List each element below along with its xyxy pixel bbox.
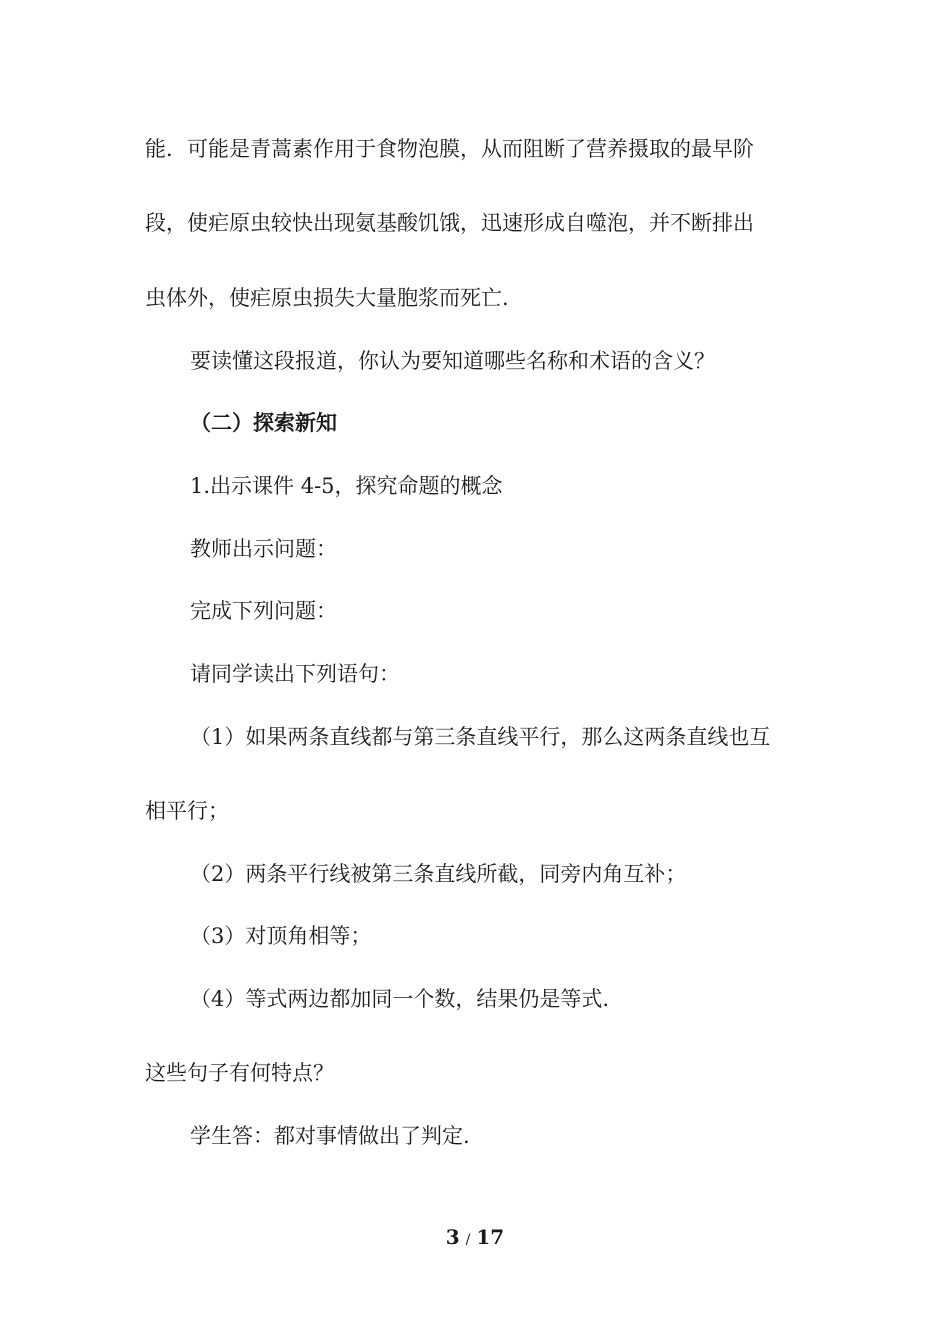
- paragraph-line: 1.出示课件 4-5，探究命题的概念: [190, 474, 503, 498]
- list-item: （4）等式两边都加同一个数，结果仍是等式.: [190, 987, 610, 1011]
- list-item-continuation: 相平行；: [145, 799, 229, 823]
- paragraph-line: 教师出示问题：: [190, 537, 337, 561]
- paragraph-line: 段，使疟原虫较快出现氨基酸饥饿，迅速形成自噬泡，并不断排出: [145, 211, 754, 235]
- paragraph-line: 请同学读出下列语句：: [190, 662, 400, 686]
- paragraph-line: 完成下列问题：: [190, 599, 337, 623]
- page-number: [0, 1223, 950, 1254]
- paragraph-line: 虫体外，使疟原虫损失大量胞浆而死亡.: [145, 286, 509, 310]
- current-page: 3: [445, 1225, 460, 1249]
- paragraph-line: 这些句子有何特点？: [145, 1061, 334, 1085]
- list-item: （1）如果两条直线都与第三条直线平行，那么这两条直线也互: [190, 725, 771, 749]
- paragraph-line: 学生答：都对事情做出了判定.: [190, 1124, 470, 1148]
- page-separator: /: [465, 1232, 471, 1248]
- paragraph-line: 能．可能是青蒿素作用于食物泡膜，从而阻断了营养摄取的最早阶: [145, 137, 754, 161]
- paragraph-line: 要读懂这段报道，你认为要知道哪些名称和术语的含义？: [190, 349, 715, 373]
- total-pages: 17: [476, 1225, 505, 1249]
- section-heading: （二）探索新知: [190, 410, 337, 435]
- list-item: （2）两条平行线被第三条直线所截，同旁内角互补；: [190, 862, 687, 886]
- list-item: （3）对顶角相等；: [190, 924, 372, 948]
